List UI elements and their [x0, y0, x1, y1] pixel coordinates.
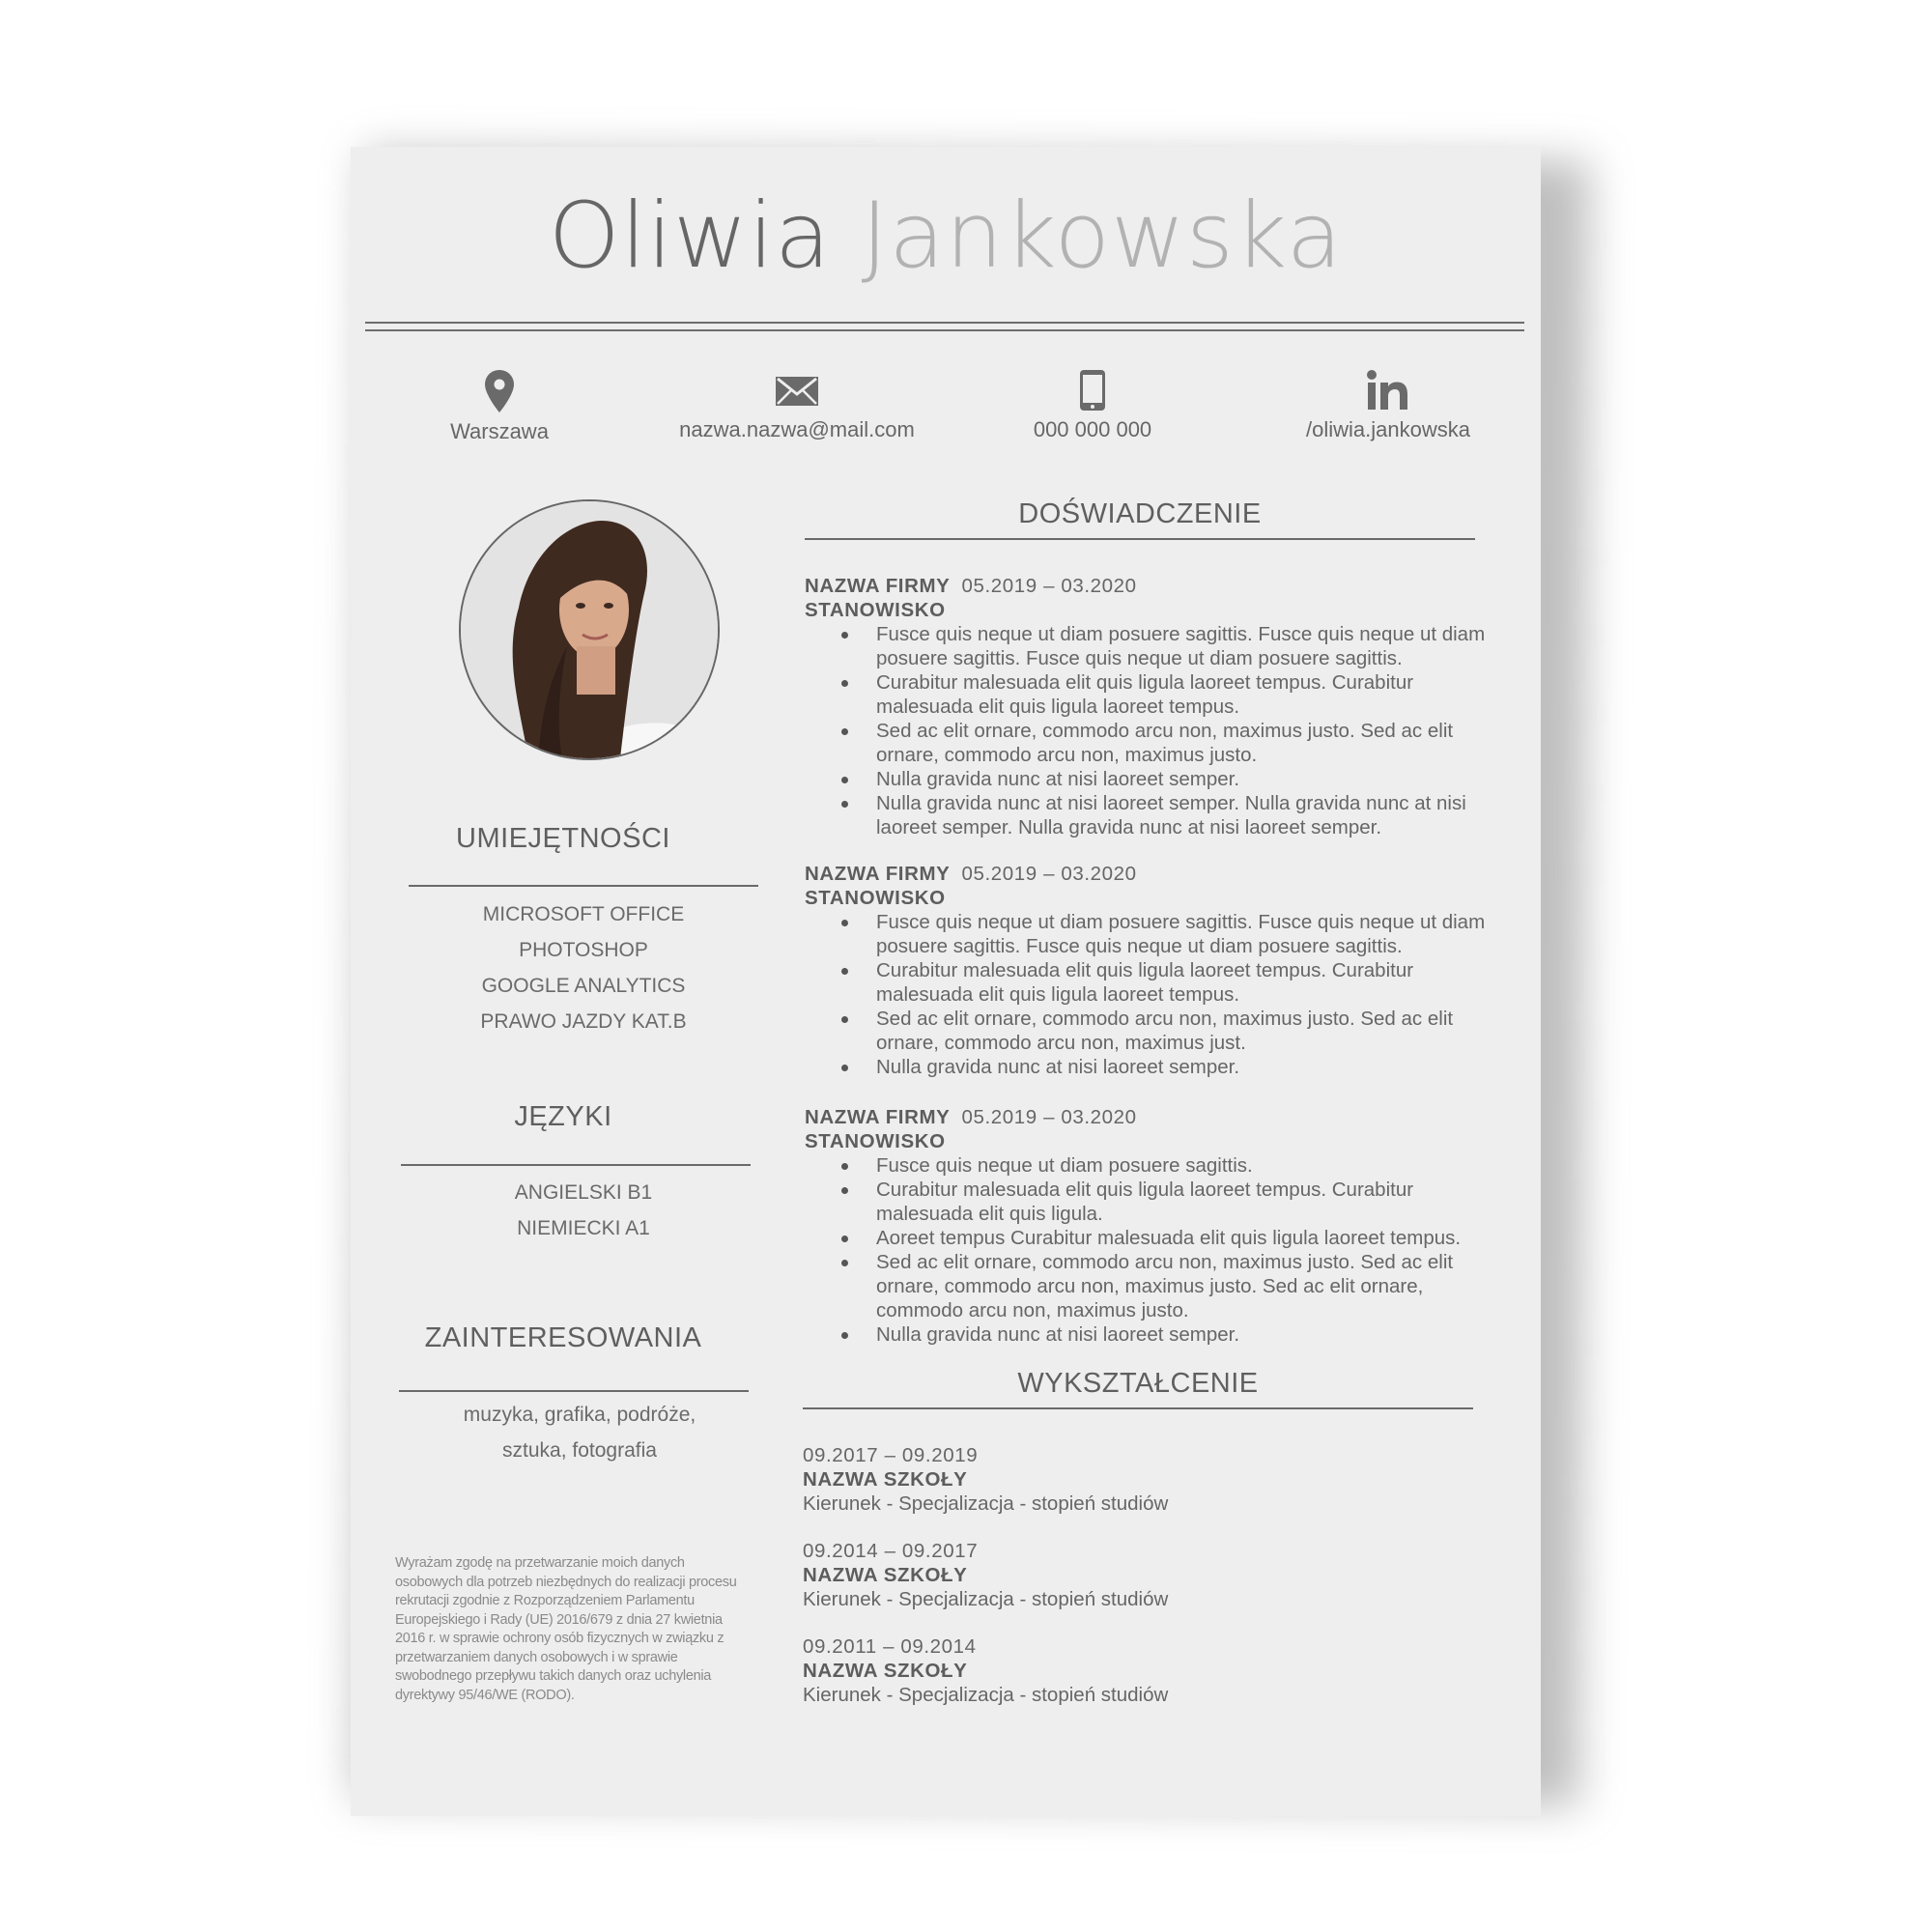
contact-phone-text: 000 000 000	[1033, 417, 1152, 441]
education-dates: 09.2011 – 09.2014	[803, 1635, 977, 1658]
education-field: Kierunek - Specjalizacja - stopień studiów	[803, 1588, 1169, 1610]
education-rule	[803, 1407, 1473, 1409]
candidate-name	[351, 184, 1541, 289]
skills-list	[409, 896, 758, 1039]
list-item: Sed ac elit ornare, commodo arcu non, maximus justo. Sed ac elit ornare, commodo arcu non, maximus justo.	[876, 719, 1500, 767]
languages-list	[409, 1175, 758, 1246]
education-field: Kierunek - Specjalizacja - stopień studiów	[803, 1684, 1169, 1706]
job-duties	[805, 1153, 1500, 1347]
contact-phone[interactable]	[948, 369, 1237, 442]
languages-title: JĘZYKI	[514, 1101, 612, 1132]
education-entry-1	[803, 1443, 1479, 1516]
education-entry-2	[803, 1539, 1479, 1611]
job-company: NAZWA FIRMY	[805, 863, 951, 885]
job-company: NAZWA FIRMY	[805, 1106, 951, 1128]
list-item: NIEMIECKI A1	[517, 1217, 650, 1239]
interests-list	[405, 1397, 754, 1468]
list-item: PHOTOSHOP	[519, 939, 648, 961]
skills-rule	[409, 885, 758, 887]
job-entry-1	[805, 574, 1500, 839]
job-position: STANOWISKO	[805, 887, 946, 909]
contact-location	[355, 369, 644, 444]
list-item: Fusce quis neque ut diam posuere sagittis. Fusce quis neque ut diam posuere sagittis. Fusce quis neque ut diam posuere sagittis.	[876, 910, 1500, 958]
first-name: Oliwia	[548, 184, 832, 289]
list-item: Curabitur malesuada elit quis ligula laoreet tempus. Curabitur malesuada elit quis ligula.	[876, 1178, 1500, 1226]
job-dates: 05.2019 – 03.2020	[961, 1106, 1137, 1128]
job-position: STANOWISKO	[805, 1130, 946, 1152]
list-item: GOOGLE ANALYTICS	[481, 975, 686, 997]
location-pin-icon	[483, 369, 516, 413]
job-entry-2	[805, 862, 1500, 1079]
contact-linkedin[interactable]	[1243, 369, 1533, 442]
last-name: Jankowska	[861, 184, 1344, 289]
list-item: Fusce quis neque ut diam posuere sagittis. Fusce quis neque ut diam posuere sagittis. Fusce quis neque ut diam posuere sagittis.	[876, 622, 1500, 670]
skills-title: UMIEJĘTNOŚCI	[456, 823, 670, 854]
job-company: NAZWA FIRMY	[805, 575, 951, 597]
list-item: Nulla gravida nunc at nisi laoreet semper. Nulla gravida nunc at nisi laoreet semper. Nulla gravida nunc at nisi laoreet semper.	[876, 791, 1500, 839]
education-dates: 09.2014 – 09.2017	[803, 1540, 979, 1562]
list-item: sztuka, fotografia	[502, 1439, 657, 1462]
education-school: NAZWA SZKOŁY	[803, 1660, 968, 1682]
list-item: MICROSOFT OFFICE	[482, 903, 685, 925]
job-duties	[805, 910, 1500, 1079]
envelope-icon	[774, 369, 820, 412]
list-item: Sed ac elit ornare, commodo arcu non, maximus justo. Sed ac elit ornare, commodo arcu non, maximus justo. Sed ac elit ornare, commodo arcu non, maximus justo.	[876, 1250, 1500, 1322]
languages-rule	[401, 1164, 751, 1166]
resume-page	[351, 147, 1541, 1816]
header-rule-top	[365, 322, 1524, 324]
education-school: NAZWA SZKOŁY	[803, 1468, 968, 1491]
list-item: Curabitur malesuada elit quis ligula laoreet tempus. Curabitur malesuada elit quis ligula laoreet tempus.	[876, 670, 1500, 719]
list-item: Aoreet tempus Curabitur malesuada elit quis ligula laoreet tempus.	[876, 1226, 1500, 1250]
interests-rule	[399, 1390, 749, 1392]
contact-email-text: nazwa.nazwa@mail.com	[679, 417, 915, 441]
education-school: NAZWA SZKOŁY	[803, 1564, 968, 1586]
job-dates: 05.2019 – 03.2020	[961, 863, 1137, 885]
header-rule-bottom	[365, 329, 1524, 331]
interests-title: ZAINTERESOWANIA	[424, 1322, 702, 1353]
contact-bar	[351, 369, 1541, 466]
education-dates: 09.2017 – 09.2019	[803, 1444, 979, 1466]
job-dates: 05.2019 – 03.2020	[961, 575, 1137, 597]
list-item: Nulla gravida nunc at nisi laoreet semper.	[876, 767, 1500, 791]
contact-location-text: Warszawa	[450, 419, 549, 443]
list-item: Sed ac elit ornare, commodo arcu non, maximus justo. Sed ac elit ornare, commodo arcu non, maximus just.	[876, 1007, 1500, 1055]
education-entry-3	[803, 1634, 1479, 1707]
contact-email[interactable]	[652, 369, 942, 442]
list-item: Nulla gravida nunc at nisi laoreet semper.	[876, 1322, 1500, 1347]
list-item: ANGIELSKI B1	[514, 1181, 653, 1204]
job-duties	[805, 622, 1500, 839]
list-item: Nulla gravida nunc at nisi laoreet semper.	[876, 1055, 1500, 1079]
phone-icon	[1078, 369, 1107, 412]
portrait-image	[461, 501, 718, 758]
experience-title: DOŚWIADCZENIE	[1018, 498, 1262, 529]
job-position: STANOWISKO	[805, 599, 946, 621]
list-item: muzyka, grafika, podróże,	[463, 1404, 696, 1426]
education-field: Kierunek - Specjalizacja - stopień studiów	[803, 1492, 1169, 1515]
gdpr-consent-clause: Wyrażam zgodę na przetwarzanie moich danych osobowych dla potrzeb niezbędnych do realizacji procesu rekrutacji zgodnie z Rozporządzeniem Parlamentu Europejskiego i Rady (UE) 2016/679 z dnia 27 kwietnia 2016 r. w sprawie ochrony osób fizycznych w związku z przetwarzaniem danych osobowych i w sprawie swobodnego przepływu takich danych oraz uchylenia dyrektywy 95/46/WE (RODO).	[395, 1555, 737, 1703]
list-item: Fusce quis neque ut diam posuere sagittis.	[876, 1153, 1500, 1178]
linkedin-icon	[1365, 369, 1411, 412]
contact-linkedin-text: /oliwia.jankowska	[1306, 417, 1470, 441]
profile-photo	[459, 499, 720, 760]
job-entry-3	[805, 1105, 1500, 1347]
list-item: Curabitur malesuada elit quis ligula laoreet tempus. Curabitur malesuada elit quis ligula laoreet tempus.	[876, 958, 1500, 1007]
education-title: WYKSZTAŁCENIE	[1017, 1368, 1259, 1399]
list-item: PRAWO JAZDY KAT.B	[480, 1010, 687, 1033]
experience-rule	[805, 538, 1475, 540]
